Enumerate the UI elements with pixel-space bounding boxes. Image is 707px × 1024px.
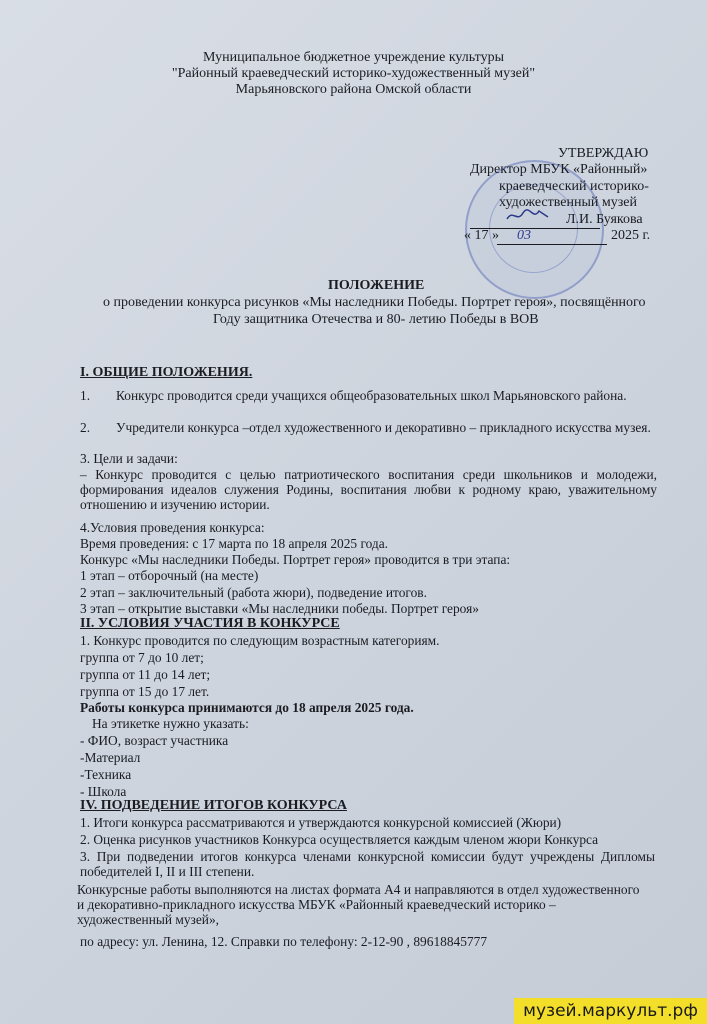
s4-p1: 1. Итоги конкурса рассматриваются и утверждаются конкурсной комиссией (Жюри) — [80, 815, 562, 830]
s2-label-intro: На этикетке нужно указать: — [92, 716, 249, 731]
approval-date-day: « 17 » — [464, 228, 499, 243]
approval-line-3: художественный музей — [499, 195, 637, 210]
s1-stage-2: 2 этап – заключительный (работа жюри), подведение итогов. — [80, 585, 427, 600]
s2-label-3: -Техника — [80, 767, 132, 782]
s2-p1: 1. Конкурс проводится по следующим возрастным категориям. — [80, 633, 440, 648]
s1-p3: 3. Цели и задачи: — [80, 451, 178, 466]
s1-p2-number: 2. — [80, 420, 91, 435]
approval-date-month: 03 — [517, 228, 531, 243]
approval-date-year: 2025 г. — [611, 228, 651, 243]
s2-group-2: группа от 11 до 14 лет; — [80, 667, 211, 682]
s1-stages-intro: Конкурс «Мы наследники Победы. Портрет героя» проводится в три этапа: — [80, 552, 511, 567]
s4-p2: 2. Оценка рисунков участников Конкурса осуществляется каждым членом жюри Конкурса — [80, 832, 599, 847]
approval-signer: Л.И. Буякова — [566, 212, 643, 227]
s1-p1: Конкурс проводится среди учащихся общеобразовательных школ Марьяновского района. — [116, 388, 627, 403]
s2-group-1: группа от 7 до 10 лет; — [80, 650, 204, 665]
title-line-1: о проведении конкурса рисунков «Мы наследники Победы. Портрет героя», посвящённого — [103, 295, 646, 310]
section-4-heading: IV. ПОДВЕДЕНИЕ ИТОГОВ КОНКУРСА — [80, 798, 347, 813]
date-line — [497, 228, 607, 245]
document-title: ПОЛОЖЕНИЕ — [328, 278, 425, 293]
s4-p4: Конкурсные работы выполняются на листах формата А4 и направляются в отдел художественного и декоративно-прикладного искусства МБУК «Районный краеведческий историко – художественный музей», — [77, 882, 640, 927]
section-2-heading: II. УСЛОВИЯ УЧАСТИЯ В КОНКУРСЕ — [80, 616, 340, 631]
s2-label-4: - Школа — [80, 784, 127, 799]
s1-p4: 4.Условия проведения конкурса: — [80, 520, 265, 535]
s1-p3-text: – Конкурс проводится с целью патриотического воспитания среди школьников и молодежи, формирования идеалов служения Родины, воспитания любви к родному краю, уважительному отношению и изучению истории. — [80, 467, 657, 512]
s1-p2: Учредители конкурса –отдел художественного и декоративно – прикладного искусства музея. — [116, 420, 651, 435]
org-line-3: Марьяновского района Омской области — [235, 82, 472, 97]
approval-line-2: краеведческий историко- — [499, 179, 649, 194]
org-line-2: "Районный краеведческий историко-художественный музей" — [171, 66, 536, 81]
approval-line-1: Директор МБУК «Районный» — [470, 162, 648, 177]
s2-group-3: группа от 15 до 17 лет. — [80, 684, 210, 699]
approval-title: УТВЕРЖДАЮ — [558, 146, 649, 161]
s2-label-2: -Материал — [80, 750, 141, 765]
s2-label-1: - ФИО, возраст участника — [80, 733, 229, 748]
s1-p1-number: 1. — [80, 388, 91, 403]
s1-stage-3: 3 этап – открытие выставки «Мы наследники победы. Портрет героя» — [80, 601, 479, 616]
s1-time: Время проведения: с 17 марта по 18 апреля 2025 года. — [80, 536, 389, 551]
s4-p3: 3. При подведении итогов конкурса членами конкурсной комиссии будут учреждены Дипломы победителей I, II и III степени. — [80, 849, 655, 879]
title-line-2: Году защитника Отечества и 80- летию Победы в ВОВ — [213, 312, 539, 327]
s1-stage-1: 1 этап – отборочный (на месте) — [80, 568, 259, 583]
section-1-heading: I. ОБЩИЕ ПОЛОЖЕНИЯ. — [80, 365, 253, 380]
org-line-1: Муниципальное бюджетное учреждение культуры — [203, 50, 504, 65]
site-watermark: музей.маркульт.рф — [514, 998, 707, 1024]
s2-deadline: Работы конкурса принимаются до 18 апреля 2025 года. — [80, 700, 414, 715]
s4-address: по адресу: ул. Ленина, 12. Справки по телефону: 2-12-90 , 89618845777 — [80, 934, 488, 949]
